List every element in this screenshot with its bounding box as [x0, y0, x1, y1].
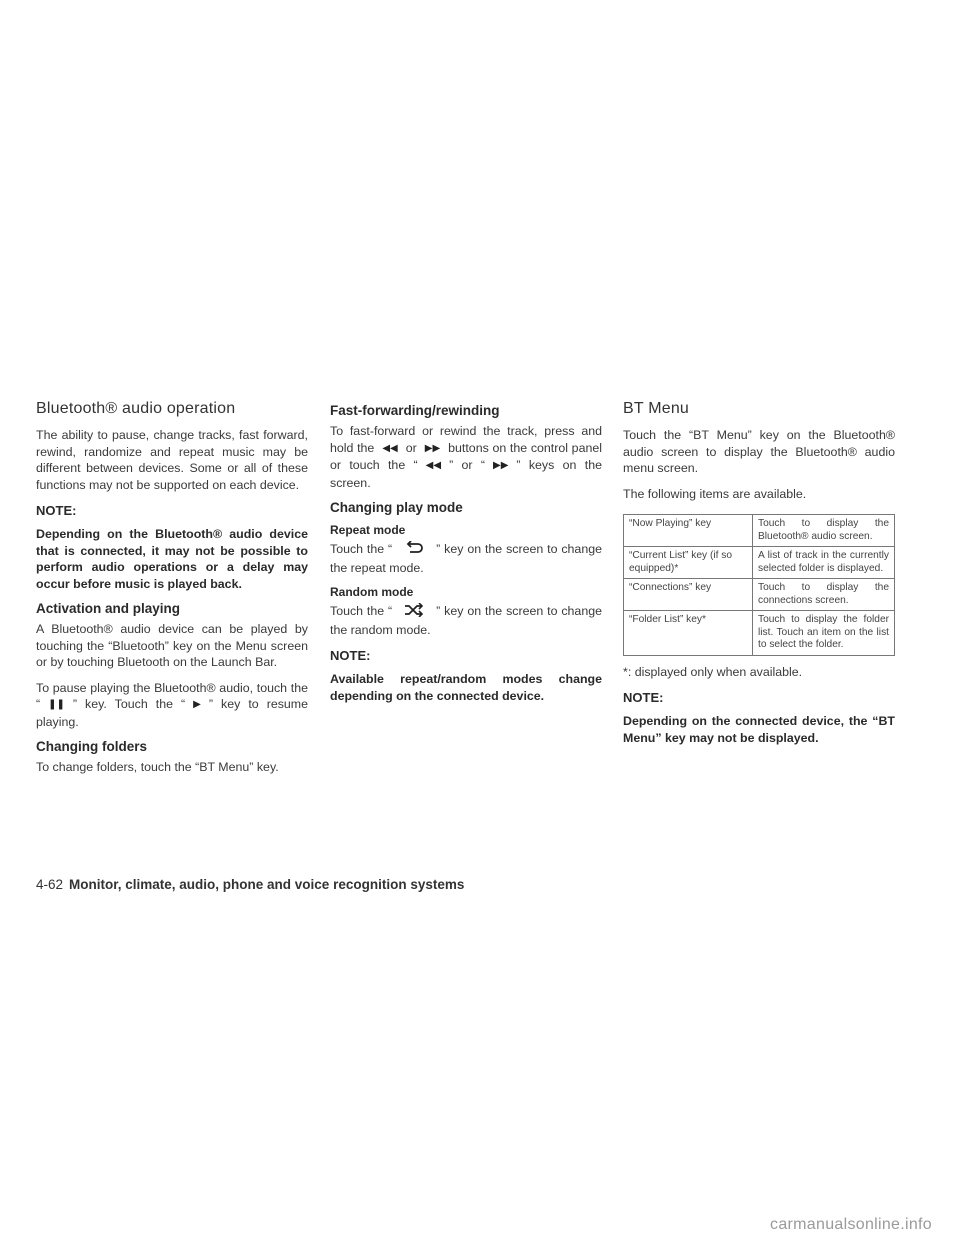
- note-label-3: NOTE:: [623, 690, 664, 705]
- ff-rewind-paragraph: To fast-forward or rewind the track, press and hold the ◀◀ or ▶▶ buttons on the control panel or touch the “ ◀◀ ” or “ ▶▶ ” keys on the screen.: [330, 424, 602, 490]
- random-mode-heading: Random mode: [330, 585, 414, 599]
- items-intro: The following items are available.: [623, 486, 807, 501]
- note-text: Depending on the Bluetooth® audio device that is connected, it may not be possible to perform audio operations or a delay may occur before music is played back.: [36, 527, 308, 591]
- bt-menu-items-table: [623, 514, 895, 656]
- skip-next-icon: ▶▶: [493, 460, 509, 471]
- chapter-title: Monitor, climate, audio, phone and voice recognition systems: [69, 877, 465, 892]
- intro-paragraph: The ability to pause, change tracks, fast forward, rewind, randomize and repeat music may be different between devices. Some or all of these functions may not be supported on each device.: [36, 428, 308, 492]
- skip-next-icon: ▶▶: [424, 442, 441, 454]
- folders-heading: Changing folders: [36, 739, 147, 754]
- note-label-2: NOTE:: [330, 648, 371, 663]
- repeat-mode-heading: Repeat mode: [330, 523, 406, 537]
- pause-paragraph: To pause playing the Bluetooth® audio, touch the “ ❚❚ ” key. Touch the “ ▶ ” key to resume playing.: [36, 680, 309, 729]
- page-footer: [36, 877, 464, 892]
- watermark: carmanualsonline.info: [770, 1216, 932, 1233]
- bt-menu-intro: Touch the “BT Menu” key on the Bluetooth® audio screen to display the Bluetooth® audio menu screen.: [623, 428, 895, 475]
- random-paragraph: Touch the “ ” key on the screen to change the random mode.: [330, 604, 602, 637]
- note-text-2: Available repeat/random modes change depending on the connected device.: [330, 672, 602, 703]
- activation-paragraph: A Bluetooth® audio device can be played by touching the “Bluetooth” key on the Menu screen or by touching Bluetooth on the Launch Bar.: [36, 622, 308, 669]
- column-3: [623, 400, 895, 755]
- section-title-bluetooth-audio: Bluetooth® audio operation: [36, 400, 236, 417]
- table-row: “Connections” key Touch to display the connections screen.: [624, 579, 895, 611]
- play-icon: ▶: [193, 699, 201, 710]
- note-label: NOTE:: [36, 503, 77, 518]
- column-1: [36, 400, 308, 785]
- folders-paragraph: To change folders, touch the “BT Menu” key.: [36, 760, 279, 774]
- repeat-icon: [404, 541, 424, 560]
- skip-previous-icon: ◀◀: [425, 460, 442, 471]
- shuffle-icon: [404, 603, 424, 622]
- table-row: “Now Playing” key Touch to display the Bluetooth® audio screen.: [624, 515, 895, 547]
- skip-previous-icon: ◀◀: [382, 442, 398, 454]
- activation-heading: Activation and playing: [36, 601, 181, 616]
- note-text-3: Depending on the connected device, the “BT Menu” key may not be displayed.: [623, 714, 895, 745]
- column-2: [330, 400, 602, 713]
- pause-icon: ❚❚: [48, 699, 65, 710]
- footnote: *: displayed only when available.: [623, 664, 803, 679]
- ff-rewind-heading: Fast-forwarding/rewinding: [330, 403, 500, 418]
- table-row: “Current List” key (if so equipped)* A list of track in the currently selected folder is displayed.: [624, 547, 895, 579]
- page-number: 4-62: [36, 877, 64, 892]
- section-title-bt-menu: BT Menu: [623, 400, 690, 417]
- repeat-paragraph: Touch the “ ” key on the screen to change the repeat mode.: [330, 542, 602, 575]
- table-row: “Folder List” key* Touch to display the folder list. Touch an item on the list to select the folder.: [624, 611, 895, 656]
- play-mode-heading: Changing play mode: [330, 500, 463, 515]
